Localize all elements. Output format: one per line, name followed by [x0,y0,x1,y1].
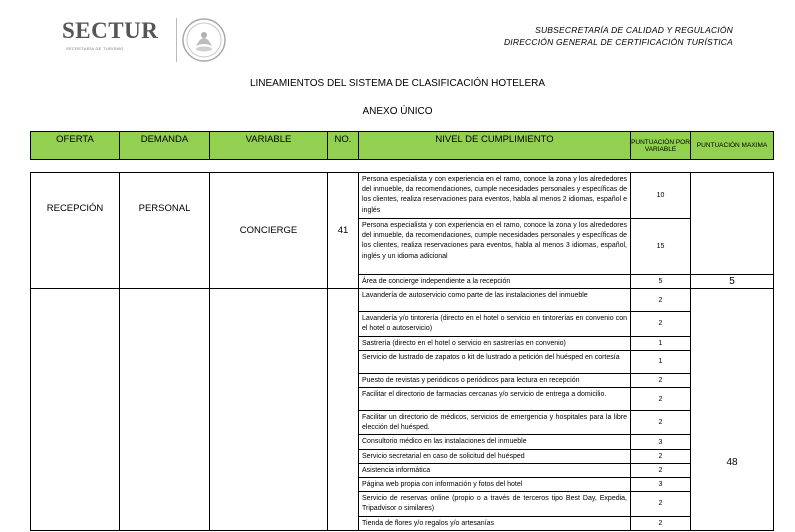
nivel-cell: Servicio de reservas online (propio o a través de terceros tipo Best Day, Expedia, Tripadvisor o similares) [359,492,631,516]
document-subtitle: ANEXO ÚNICO [362,106,433,117]
score-cell: 2 [631,516,691,530]
table-row [31,173,774,219]
score-cell: 1 [631,350,691,373]
score-cell: 10 [631,173,691,219]
col-header-puntuacion-variable: PUNTUACIÓN POR VARIABLE [631,132,691,160]
max-empty-cell [691,173,774,275]
col-header-puntuacion-maxima: PUNTUACIÓN MAXIMA [691,132,774,160]
sectur-logo [58,18,238,68]
oferta-cell: RECEPCIÓN [31,173,120,289]
demanda-cell: PERSONAL [120,173,210,289]
nivel-cell: Puesto de revistas y periódicos o periódicos para lectura en recepción [359,373,631,387]
number-cell: 41 [328,173,359,289]
nivel-cell: Área de concierge independiente a la recepción [359,275,631,289]
nivel-cell: Asistencia informática [359,463,631,477]
score-cell: 3 [631,478,691,492]
header-line-2: DIRECCIÓN GENERAL DE CERTIFICACIÓN TURÍSTICA [503,37,733,47]
score-cell: 2 [631,411,691,435]
number-empty-cell [328,289,359,531]
score-cell: 2 [631,373,691,387]
nivel-cell: Consultorio médico en las instalaciones del inmueble [359,435,631,449]
logo-subtext: SECRETARÍA DE TURISMO [66,46,124,51]
max-score-cell: 48 [691,289,774,531]
nivel-cell: Lavandería y/o tintorería (directo en el hotel o servicio en tintorerías en convenio con el hotel o autoservicio) [359,312,631,336]
col-header-oferta: OFERTA [31,132,120,160]
table-header-row [31,132,774,160]
table-row [31,289,774,312]
score-cell: 2 [631,388,691,411]
score-cell: 2 [631,492,691,516]
nivel-cell: Persona especialista y con experiencia en el ramo, conoce la zona y los alrededores del inmueble, da recomendaciones, cumple necesidades personales y específicas de los clientes, realiza reservaciones para eventos, habla al menos 2 idiomas, español e inglés [359,173,631,219]
logo-text: SECTUR [62,18,159,43]
col-header-demanda: DEMANDA [120,132,210,160]
nivel-cell: Sastrería (directo en el hotel o servicio en sastrerías en convenio) [359,336,631,350]
max-score-cell: 5 [691,275,774,289]
nivel-cell: Tienda de flores y/o regalos y/o artesanías [359,516,631,530]
nivel-cell: Facilitar un directorio de médicos, servicios de emergencia y hospitales para la libre elección del huésped. [359,411,631,435]
col-header-variable: VARIABLE [210,132,328,160]
national-seal-icon [180,16,228,64]
score-cell: 5 [631,275,691,289]
logo-divider [176,18,177,62]
nivel-cell: Lavandería de autoservicio como parte de las instalaciones del inmueble [359,289,631,312]
variable-cell: CONCIERGE [210,173,328,289]
classification-table [30,131,774,531]
variable-empty-cell [210,289,328,531]
oferta-empty-cell [31,289,120,531]
demanda-empty-cell [120,289,210,531]
nivel-cell: Servicio de lustrado de zapatos o kit de lustrado a petición del huésped en cortesía [359,350,631,373]
score-cell: 1 [631,336,691,350]
document-title: LINEAMIENTOS DEL SISTEMA DE CLASIFICACIÓN HOTELERA [249,78,546,89]
score-cell: 15 [631,219,691,275]
col-header-no: NO. [328,132,359,160]
nivel-cell: Persona especialista y con experiencia en el ramo, conoce la zona y los alrededores del inmueble, da recomendaciones, cumple necesidades personales y específicas de los clientes, realiza reservaciones para eventos, habla al menos 3 idiomas, español, inglés y un idioma adicional [359,219,631,275]
score-cell: 3 [631,435,691,449]
score-cell: 2 [631,312,691,336]
header-line-1: SUBSECRETARÍA DE CALIDAD Y REGULACIÓN [535,25,733,35]
table-spacer-row [31,160,774,173]
score-cell: 2 [631,463,691,477]
score-cell: 2 [631,449,691,463]
score-cell: 2 [631,289,691,312]
nivel-cell: Página web propia con información y fotos del hotel [359,478,631,492]
nivel-cell: Servicio secretarial en caso de solicitud del huésped [359,449,631,463]
header-department [504,24,733,48]
col-header-nivel: NIVEL DE CUMPLIMIENTO [359,132,631,160]
nivel-cell: Facilitar el directorio de farmacias cercanas y/o servicio de entrega a domicilio. [359,388,631,411]
